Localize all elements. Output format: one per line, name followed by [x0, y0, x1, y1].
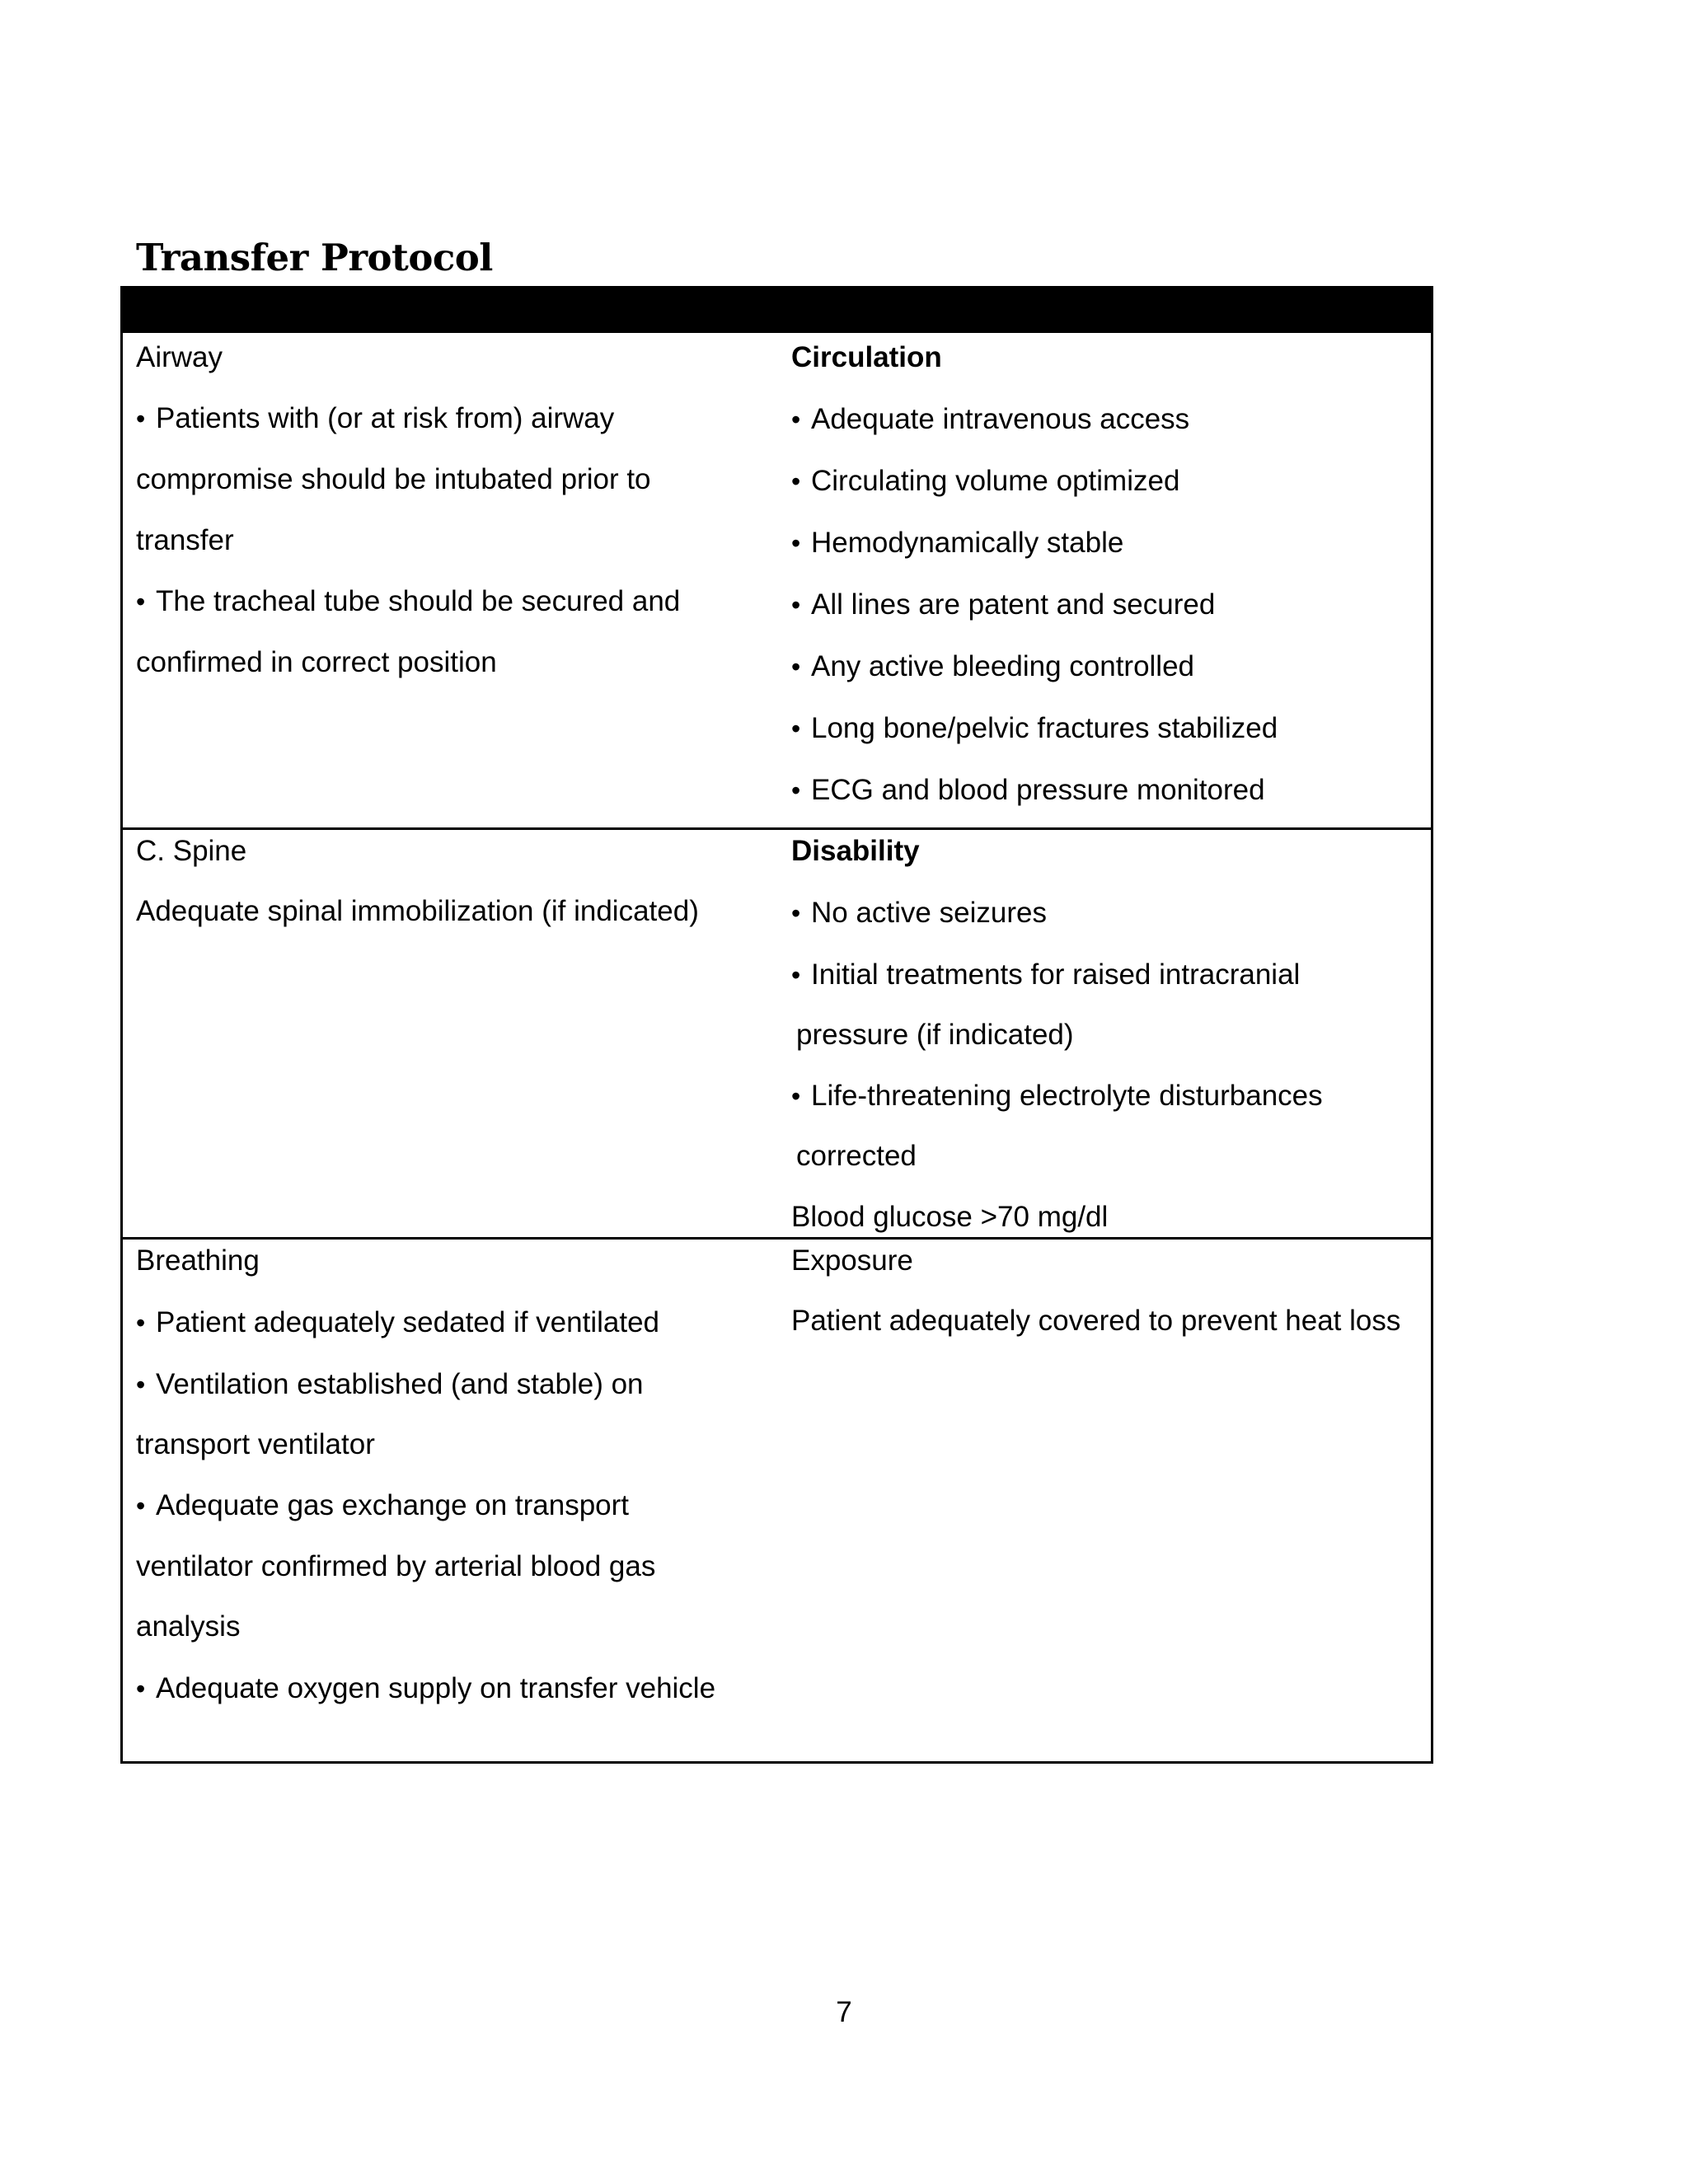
c-spine-cell [136, 830, 779, 1237]
circulation-bullet-6: • Long bone/pelvic fractures stabilized [791, 709, 1278, 748]
breathing-bullet-3: • Adequate gas exchange on transport [136, 1486, 629, 1526]
circulation-cell [791, 333, 1418, 827]
airway-bullet-1: • Patients with (or at risk from) airway [136, 399, 614, 438]
disability-line-3: pressure (if indicated) [796, 1019, 1074, 1051]
circulation-bullet-1: • Adequate intravenous access [791, 400, 1189, 439]
circulation-bullet-5: • Any active bleeding controlled [791, 647, 1194, 687]
bullet-icon: • [136, 1674, 146, 1704]
circulation-heading: Circulation [791, 341, 942, 373]
bullet-icon: • [136, 587, 146, 616]
bullet-icon: • [791, 960, 801, 990]
disability-cell [791, 830, 1418, 1237]
breathing-line-5: ventilator confirmed by arterial blood gas [136, 1550, 656, 1582]
circulation-bullet-3: • Hemodynamically stable [791, 523, 1123, 563]
airway-line-2: compromise should be intubated prior to [136, 463, 651, 495]
bullet-icon: • [136, 404, 146, 434]
bullet-icon: • [136, 1491, 146, 1521]
table-row-breathing-exposure [123, 1240, 1431, 1761]
table-header-bar [123, 288, 1431, 333]
bullet-icon: • [791, 652, 801, 682]
c-spine-line-1: Adequate spinal immobilization (if indicated) [136, 895, 699, 927]
breathing-bullet-4: • Adequate oxygen supply on transfer vehicle [136, 1669, 715, 1708]
bullet-icon: • [791, 405, 801, 434]
airway-line-5: confirmed in correct position [136, 646, 497, 678]
exposure-cell [791, 1240, 1418, 1761]
breathing-heading: Breathing [136, 1244, 260, 1277]
circulation-bullet-4: • All lines are patent and secured [791, 585, 1215, 625]
breathing-bullet-1: • Patient adequately sedated if ventilated [136, 1303, 659, 1343]
bullet-icon: • [136, 1370, 146, 1399]
bullet-icon: • [136, 1308, 146, 1338]
breathing-line-3: transport ventilator [136, 1428, 375, 1460]
exposure-heading: Exposure [791, 1244, 913, 1277]
airway-cell [136, 333, 779, 827]
c-spine-heading: C. Spine [136, 835, 247, 867]
disability-bullet-3: • Life-threatening electrolyte disturbances [791, 1076, 1323, 1116]
bullet-icon: • [791, 590, 801, 620]
table-row-cspine-disability [123, 830, 1431, 1240]
bullet-icon: • [791, 1081, 801, 1111]
disability-line-5: corrected [796, 1140, 917, 1172]
bullet-icon: • [791, 898, 801, 928]
airway-line-3: transfer [136, 524, 234, 556]
disability-heading: Disability [791, 835, 920, 867]
disability-line-6: Blood glucose >70 mg/dl [791, 1201, 1109, 1233]
bullet-icon: • [791, 466, 801, 496]
breathing-cell [136, 1240, 779, 1761]
breathing-line-6: analysis [136, 1610, 241, 1643]
breathing-bullet-2: • Ventilation established (and stable) on [136, 1365, 644, 1404]
airway-heading: Airway [136, 341, 223, 373]
bullet-icon: • [791, 776, 801, 805]
circulation-bullet-7: • ECG and blood pressure monitored [791, 771, 1265, 810]
table-row-airway-circulation [123, 333, 1431, 830]
circulation-bullet-2: • Circulating volume optimized [791, 462, 1179, 501]
airway-bullet-2: • The tracheal tube should be secured and [136, 582, 680, 621]
exposure-text: Patient adequately covered to prevent heat loss [791, 1305, 1401, 1337]
disability-bullet-2: • Initial treatments for raised intracranial [791, 955, 1300, 995]
bullet-icon: • [791, 714, 801, 743]
bullet-icon: • [791, 528, 801, 558]
page-number: 7 [836, 1996, 852, 2028]
disability-bullet-1: • No active seizures [791, 893, 1047, 933]
transfer-protocol-table [120, 286, 1433, 1764]
page-title: Transfer Protocol [136, 236, 493, 279]
